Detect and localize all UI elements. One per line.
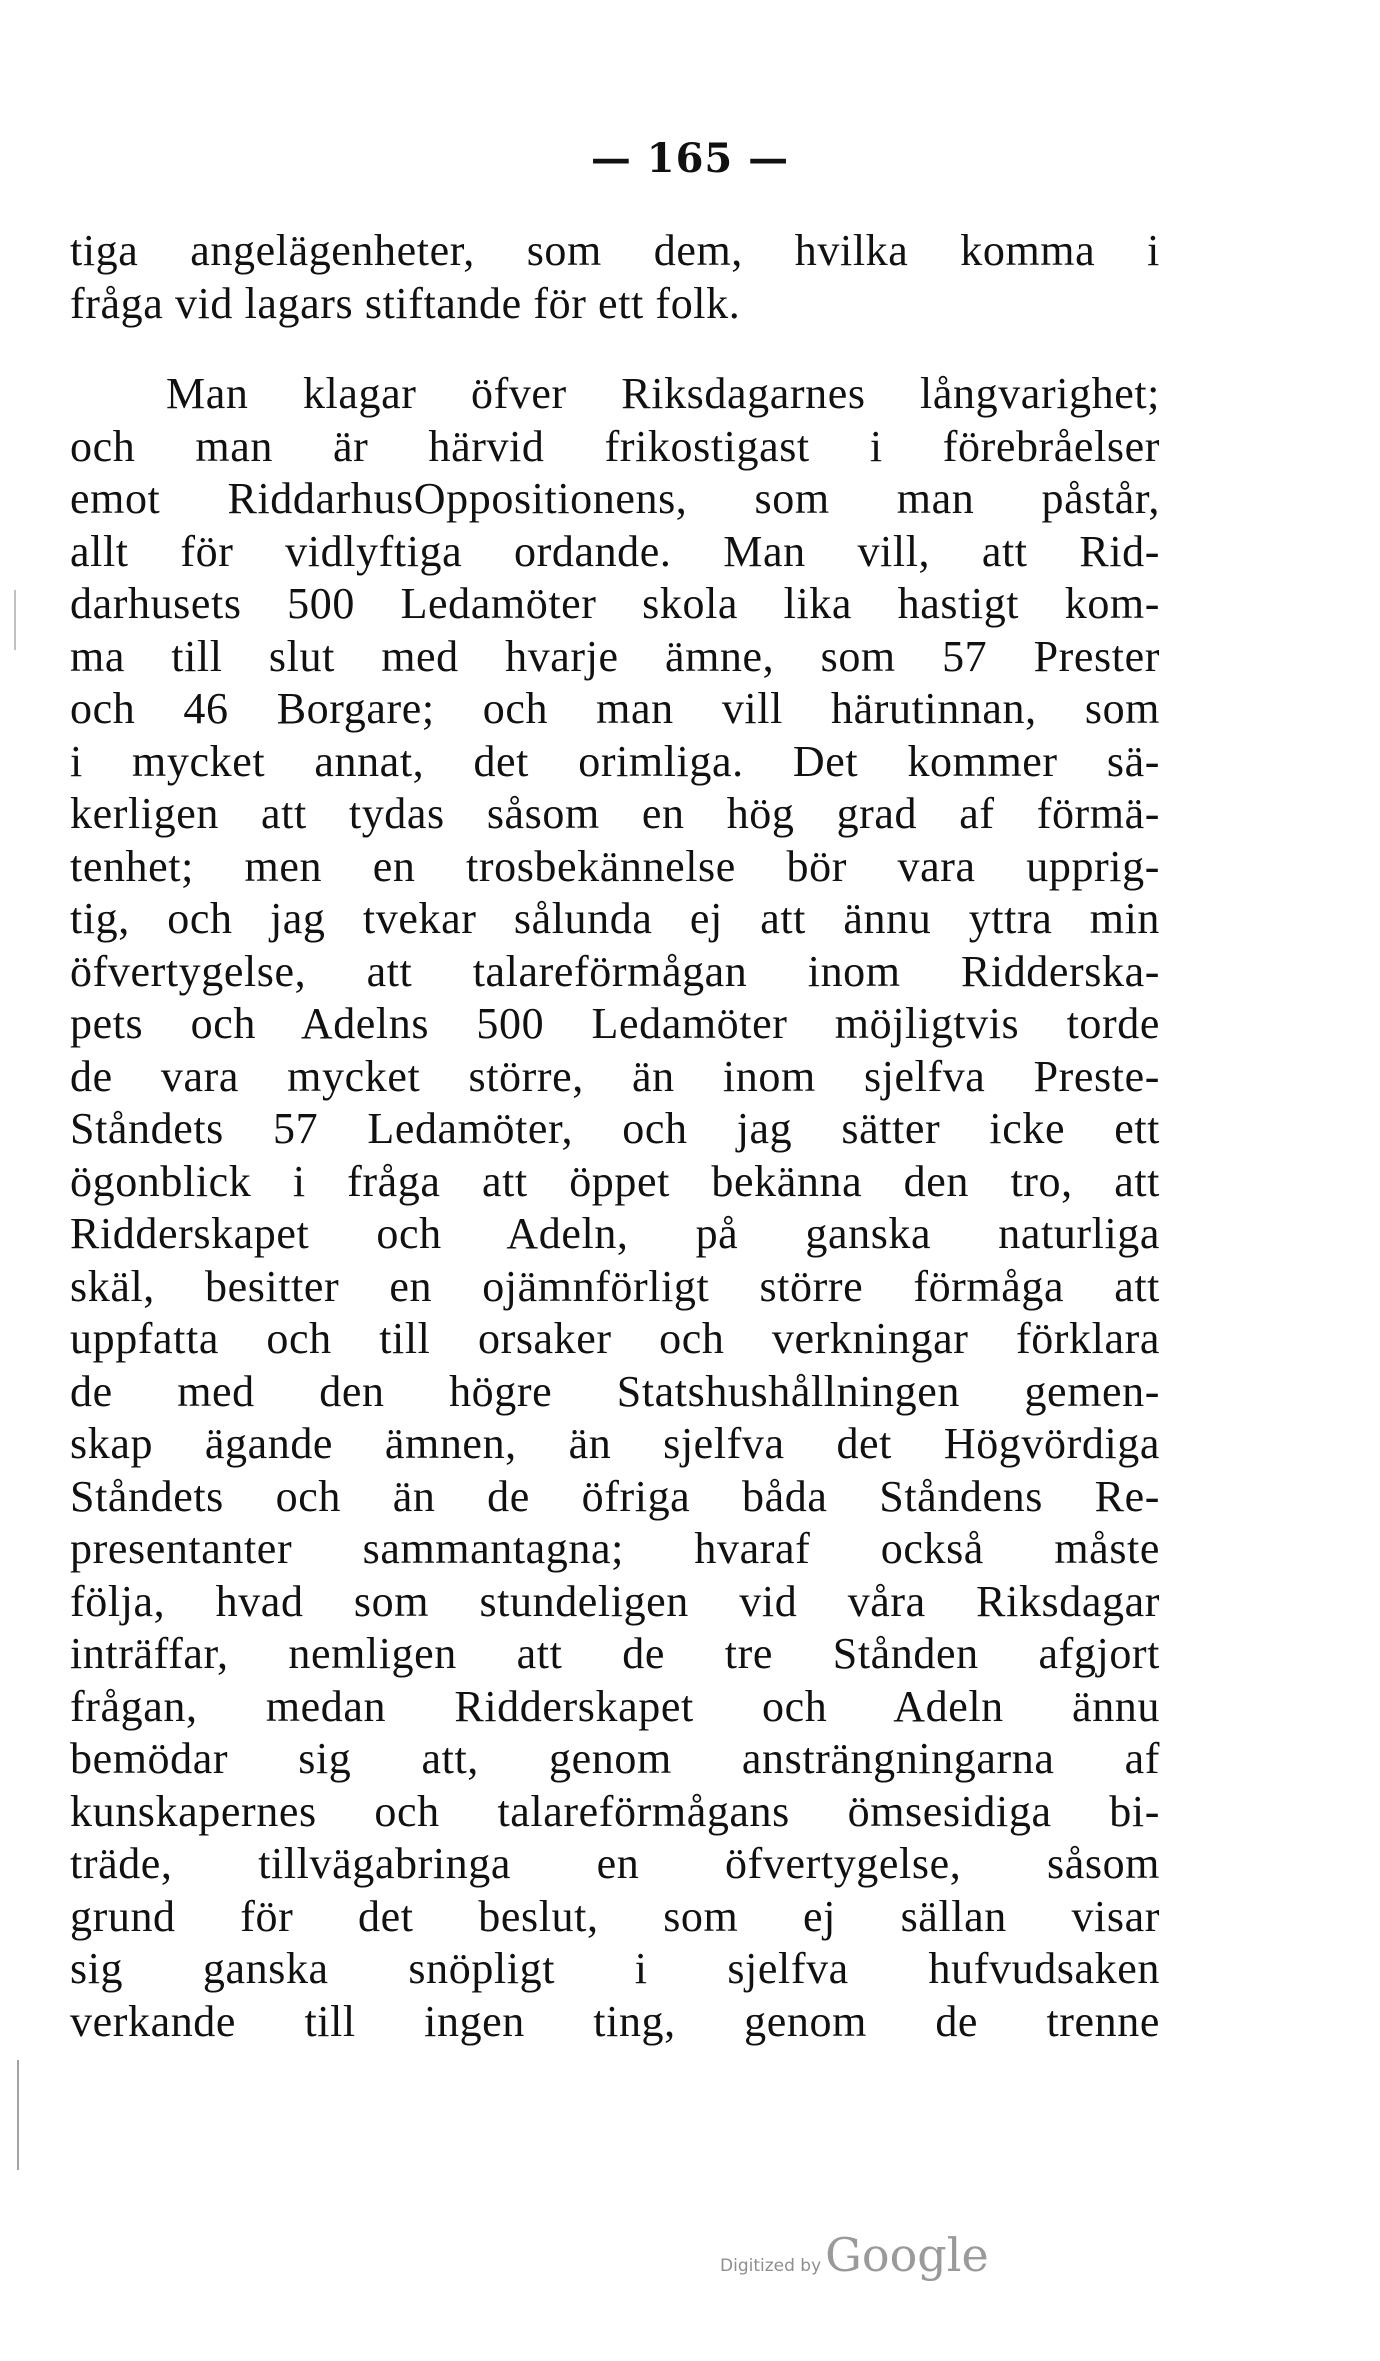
text-line: inträffar, nemligen att de tre Stånden afgjort [70,1629,1160,1678]
paragraph-main [70,368,1160,2048]
text-line: allt för vidlyftiga ordande. Man vill, att Rid- [70,526,1160,576]
text-line: följa, hvad som stundeligen vid våra Riksdagar [70,1576,1160,1626]
text-line: Ståndets 57 Ledamöter, och jag sätter icke ett [70,1104,1160,1153]
text-line: och 46 Borgare; och man vill härutinnan, som [70,684,1160,733]
text-line: presentanter sammantagna; hvaraf också måste [70,1524,1160,1573]
page-number: — 165 — [590,135,790,182]
text-line: emot RiddarhusOppositionens, som man påstår, [70,474,1160,523]
text-line: darhusets 500 Ledamöter skola lika hastigt kom- [70,579,1160,628]
text-line: de med den högre Statshushållningen gemen- [70,1366,1160,1416]
text-line: kunskapernes och talareförmågans ömsesidiga bi- [70,1786,1160,1836]
google-logo: Google [825,2228,989,2282]
text-line: tiga angelägenheter, som dem, hvilka komma i [70,226,1160,275]
scan-artifact [17,2060,19,2170]
text-line: Ståndets och än de öfriga båda Ståndens Re- [70,1471,1160,1521]
text-line: grund för det beslut, som ej sällan visar [70,1891,1160,1941]
text-line: tig, och jag tvekar sålunda ej att ännu yttra min [70,894,1160,943]
digitized-watermark [720,2228,989,2282]
text-line: pets och Adelns 500 Ledamöter möjligtvis torde [70,999,1160,1048]
text-line: Man klagar öfver Riksdagarnes långvarighet; [166,369,1160,418]
text-line: träde, tillvägabringa en öfvertygelse, såsom [70,1839,1160,1888]
text-line: och man är härvid frikostigast i förebråelser [70,421,1160,471]
text-line: ögonblick i fråga att öppet bekänna den tro, att [70,1156,1160,1206]
paragraph-continuation [70,225,1160,330]
text-line: verkande till ingen ting, genom de trenne [70,1996,1160,2046]
watermark-prefix: Digitized by [720,2256,822,2276]
text-line: frågan, medan Ridderskapet och Adeln ännu [70,1681,1160,1731]
text-line: fråga vid lagars stiftande för ett folk. [70,278,741,328]
text-line: öfvertygelse, att talareförmågan inom Ridderska- [70,946,1160,996]
text-line: sig ganska snöpligt i sjelfva hufvudsaken [70,1944,1160,1993]
text-line: uppfatta och till orsaker och verkningar förklara [70,1314,1160,1363]
text-line: skäl, besitter en ojämnförligt större förmåga att [70,1261,1160,1311]
text-line: ma till slut med hvarje ämne, som 57 Prester [70,631,1160,681]
scan-artifact [14,590,16,650]
text-line: tenhet; men en trosbekännelse bör vara upprig- [70,841,1160,891]
text-line: kerligen att tydas såsom en hög grad af förmä- [70,789,1160,838]
text-line: Ridderskapet och Adeln, på ganska naturliga [70,1209,1160,1258]
text-line: de vara mycket större, än inom sjelfva Preste- [70,1051,1160,1101]
text-line: skap ägande ämnen, än sjelfva det Högvördiga [70,1419,1160,1468]
text-line: bemödar sig att, genom ansträngningarna af [70,1734,1160,1783]
text-line: i mycket annat, det orimliga. Det kommer sä- [70,736,1160,786]
